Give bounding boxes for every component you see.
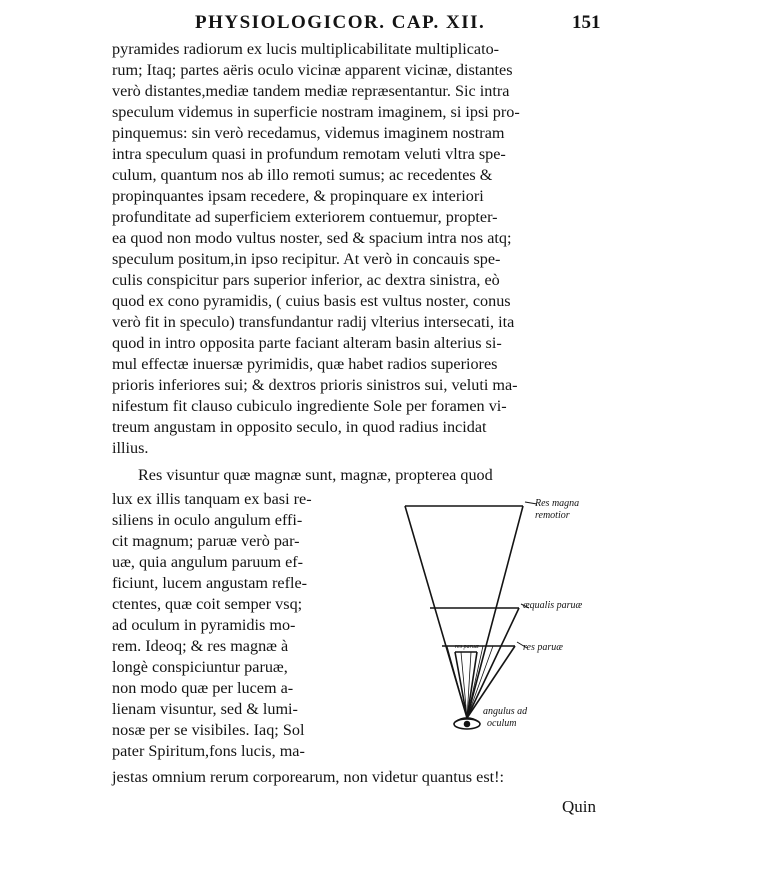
figure-label-small: res paruæ — [523, 642, 563, 653]
text-line: pyramides radiorum ex lucis multiplicabilitate multiplicato- — [112, 40, 500, 58]
running-title: PHYSIOLOGICOR. CAP. XII. — [195, 12, 486, 33]
catchword: Quin — [562, 797, 596, 816]
figure-label-eye2: oculum — [487, 718, 517, 729]
text-line: cit magnum; paruæ verò par- — [112, 532, 300, 550]
text-line: rem. Ideoq; & res magnæ à — [112, 637, 289, 655]
text-line: culum, quantum nos ab illo remoti sumus; ac recedentes & — [112, 166, 493, 184]
text-line: intra speculum quasi in profundum remotam veluti vltra spe- — [112, 145, 506, 163]
text-line: verò fit in speculo) transfundantur radij vlterius intersecati, ita — [112, 313, 515, 331]
text-line: speculum videmus in superficie nostram imaginem, si ipsi pro- — [112, 103, 520, 121]
outer-ray-right — [467, 506, 523, 718]
figure-label-remote: remotior — [535, 510, 570, 521]
outer-ray-left — [405, 506, 467, 718]
eye-pupil — [465, 722, 470, 727]
text-line: lienam visuntur, sed & lumi- — [112, 700, 298, 718]
text-line: nifestum fit clauso cubiculo ingrediente Sole per foramen vi- — [112, 397, 507, 415]
text-line: uæ, quia angulum paruum ef- — [112, 553, 304, 571]
page-header — [0, 6, 765, 36]
text-line: verò distantes,mediæ tandem mediæ repræsentantur. Sic intra — [112, 82, 510, 100]
text-line: quod ex cono pyramidis, ( cuius basis est vultus noster, conus — [112, 292, 511, 310]
text-line: treum angustam in opposito seculo, in quod radius incidat — [112, 418, 487, 436]
text-line: siliens in oculo angulum effi- — [112, 511, 303, 529]
text-line-final: jestas omnium rerum corporearum, non videtur quantus est!: — [112, 768, 505, 786]
figure-label-inner: res paruæ — [455, 644, 479, 650]
text-line: quod in intro opposita parte faciant alteram basin alterius si- — [112, 334, 502, 352]
text-line: ctentes, quæ coit semper vsq; — [112, 595, 303, 613]
text-line: rum; Itaq; partes aëris oculo vicinæ apparent vicinæ, distantes — [112, 61, 513, 79]
text-line: profunditate ad superficiem exteriorem contuemur, propter- — [112, 208, 498, 226]
text-line: pinquemus: sin verò recedamus, videmus imaginem nostram — [112, 124, 505, 142]
text-line: culis conspicitur pars superior inferior, ac dextra sinistra, eò — [112, 271, 500, 289]
text-line: ficiunt, lucem angustam refle- — [112, 574, 308, 592]
text-line: mul effectæ inuersæ pyrimidis, quæ habet radios superiores — [112, 355, 498, 373]
text-line: ea quod non modo vultus noster, sed & spacium intra nos atq; — [112, 229, 512, 247]
text-line: pater Spiritum,fons lucis, ma- — [112, 742, 305, 760]
text-line: non modo quæ per lucem a- — [112, 679, 294, 697]
text-line: prioris inferiores sui; & dextros prioris sinistros sui, veluti ma- — [112, 376, 518, 394]
figure-label-large: Res magna — [535, 498, 580, 509]
text-line: illius. — [112, 439, 149, 457]
text-line-indented: Res visuntur quæ magnæ sunt, magnæ, propterea quod — [138, 466, 493, 484]
text-line: nosæ per se visibiles. Iaq; Sol — [112, 721, 305, 739]
text-line: lux ex illis tanquam ex basi re- — [112, 490, 312, 508]
pyramid-figure — [395, 492, 645, 752]
text-line: speculum positum,in ipso recipitur. At verò in concauis spe- — [112, 250, 501, 268]
text-line: propinquantes ipsam recedere, & propinquare ex interiori — [112, 187, 484, 205]
page-number: 151 — [572, 12, 601, 33]
text-line: longè conspiciuntur paruæ, — [112, 658, 288, 676]
figure-label-eye: angulus ad — [483, 706, 528, 717]
text-line: ad oculum in pyramidis mo- — [112, 616, 296, 634]
figure-label-equal: æqualis paruæ — [523, 600, 583, 611]
